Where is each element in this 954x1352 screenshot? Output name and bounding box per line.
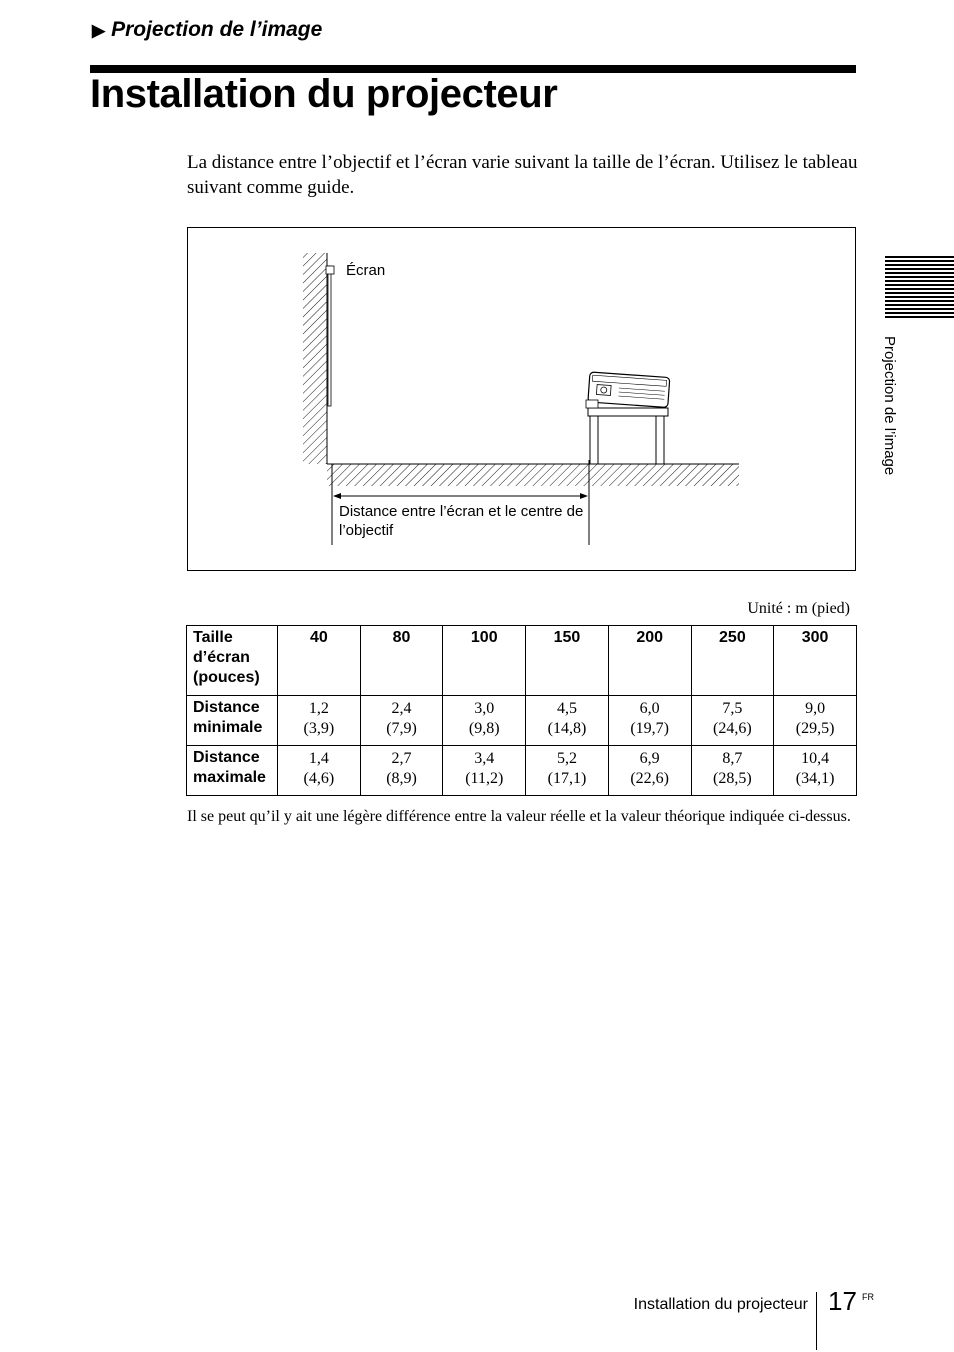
table-row [187, 746, 857, 796]
table-top [588, 408, 668, 416]
section-title: Projection de l’image [111, 18, 323, 41]
screen-panel [328, 266, 331, 406]
page-title: Installation du projecteur [90, 72, 558, 116]
floor-hatch [327, 464, 739, 486]
page-language: FR [862, 1292, 874, 1302]
value-cell: 10,4 (34,1) [774, 746, 857, 796]
value-cell: 3,4 (11,2) [443, 746, 526, 796]
value-cell: 5,2 (17,1) [526, 746, 609, 796]
value-cell: 7,5 (24,6) [691, 696, 774, 746]
dim-arrow-left [333, 493, 341, 499]
size-cell: 80 [360, 626, 443, 696]
note-paragraph: Il se peut qu’il y ait une légère différence entre la valeur réelle et la valeur théorique indiquée ci-dessus. [187, 808, 851, 825]
footer-running-title: Installation du projecteur [633, 1296, 808, 1313]
unit-label: Unité : m (pied) [747, 600, 850, 617]
size-cell: 40 [278, 626, 361, 696]
value-cell: 6,0 (19,7) [608, 696, 691, 746]
size-cell: 200 [608, 626, 691, 696]
side-tab-label: Projection de l’image [881, 336, 898, 476]
distance-table [186, 625, 857, 796]
size-cell: 250 [691, 626, 774, 696]
side-tab-stripes [885, 256, 954, 320]
projector-icon [588, 372, 670, 408]
installation-diagram [187, 227, 856, 571]
wall-hatch [303, 253, 327, 464]
dim-arrow-right [580, 493, 588, 499]
value-cell: 8,7 (28,5) [691, 746, 774, 796]
screen-label: Écran [346, 262, 386, 279]
value-cell: 1,4 (4,6) [278, 746, 361, 796]
value-cell: 6,9 (22,6) [608, 746, 691, 796]
size-cell: 300 [774, 626, 857, 696]
value-cell: 9,0 (29,5) [774, 696, 857, 746]
size-cell: 100 [443, 626, 526, 696]
table-row [187, 696, 857, 746]
page-number: 17 [828, 1286, 857, 1316]
max-distance-header: Distance maximale [187, 746, 278, 796]
distance-label: Distance entre l’écran et le centre de l’objectif [339, 503, 584, 539]
screen-top [326, 266, 334, 274]
section-heading [92, 18, 322, 42]
value-cell: 1,2 (3,9) [278, 696, 361, 746]
footer-divider [816, 1292, 817, 1350]
value-cell: 4,5 (14,8) [526, 696, 609, 746]
value-cell: 3,0 (9,8) [443, 696, 526, 746]
value-cell: 2,7 (8,9) [360, 746, 443, 796]
size-cell: 150 [526, 626, 609, 696]
table-header-row [187, 626, 857, 696]
min-distance-header: Distance minimale [187, 696, 278, 746]
value-cell: 2,4 (7,9) [360, 696, 443, 746]
intro-paragraph: La distance entre l’objectif et l’écran varie suivant la taille de l’écran. Utilisez le tableau suivant comme guide. [187, 152, 858, 198]
screen-size-header: Taille d’écran (pouces) [187, 626, 278, 696]
section-marker: ▶ [92, 21, 106, 40]
